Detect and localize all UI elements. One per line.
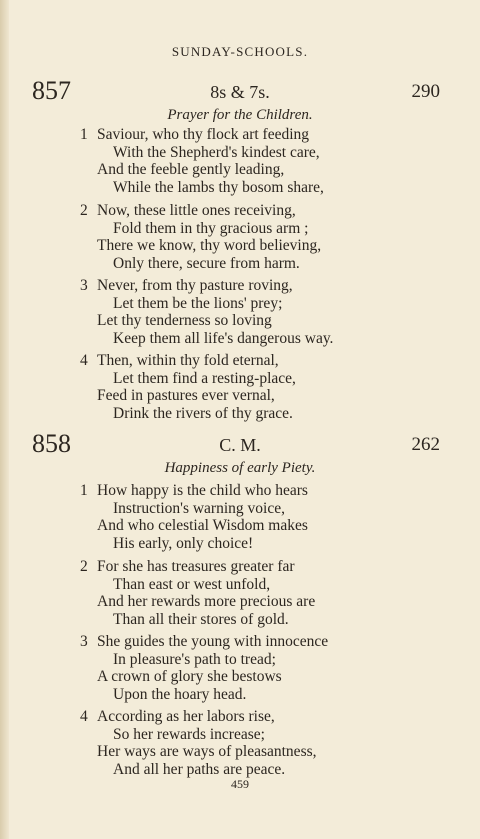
hymn-858-verse-3: [0, 633, 480, 703]
hymn-number: 858: [32, 429, 71, 458]
verse-line: According as her labors rise,: [97, 708, 275, 725]
verse-line: And her rewards more precious are: [97, 593, 316, 610]
hymn-meter: 8s & 7s.: [210, 82, 270, 102]
hymn-857-verse-2: [0, 202, 480, 272]
running-head: SUNDAY-SCHOOLS.: [171, 44, 309, 59]
hymn-858-verse-1: [0, 482, 480, 552]
verse-line: Then, within thy fold eternal,: [97, 352, 279, 369]
hymn-title: Prayer for the Children.: [167, 107, 313, 123]
tune-number: 290: [411, 81, 440, 102]
verse-line: A crown of glory she bestows: [97, 668, 282, 685]
hymn-858-verse-4: [0, 708, 480, 778]
verse-line: She guides the young with innocence: [97, 633, 329, 650]
hymn-number: 857: [32, 76, 71, 105]
verse-line: And the feeble gently leading,: [97, 161, 285, 178]
verse-line: Let them be the lions' prey;: [113, 294, 283, 312]
hymn-857-verse-3: [0, 277, 480, 347]
verse-line: Saviour, who thy flock art feeding: [97, 126, 310, 143]
verse-line: Instruction's warning voice,: [113, 499, 285, 517]
hymn-857-header: [0, 76, 480, 106]
verse-line: With the Shepherd's kindest care,: [113, 143, 320, 161]
verse-number: 1: [80, 482, 88, 499]
hymn-857-verse-4: [0, 352, 480, 422]
verse-number: 4: [80, 708, 88, 725]
verse-line: There we know, thy word believing,: [97, 237, 322, 254]
verse-line: And all her paths are peace.: [113, 760, 286, 778]
verse-number: 2: [80, 558, 88, 575]
verse-line: Now, these little ones receiving,: [97, 202, 296, 219]
verse-line: Upon the hoary head.: [113, 685, 247, 703]
verse-line: Than east or west unfold,: [113, 575, 271, 593]
verse-line: Let thy tenderness so loving: [97, 312, 272, 329]
verse-number: 3: [80, 633, 88, 650]
verse-line: For she has treasures greater far: [97, 558, 295, 575]
verse-line: So her rewards increase;: [113, 725, 265, 743]
verse-line: And who celestial Wisdom makes: [97, 517, 308, 534]
verse-line: Never, from thy pasture roving,: [97, 277, 293, 294]
hymn-858-verse-2: [0, 558, 480, 628]
verse-line: How happy is the child who hears: [97, 482, 308, 499]
verse-line: Feed in pastures ever vernal,: [97, 387, 275, 404]
hymn-857-verse-1: [0, 126, 480, 196]
verse-number: 2: [80, 202, 88, 219]
verse-line: In pleasure's path to tread;: [113, 650, 276, 668]
verse-line: Than all their stores of gold.: [113, 610, 289, 628]
tune-number: 262: [411, 434, 440, 455]
hymn-title: Happiness of early Piety.: [164, 460, 316, 476]
hymn-858-header: [0, 429, 480, 459]
verse-number: 4: [80, 352, 88, 369]
verse-line: While the lambs thy bosom share,: [113, 178, 324, 196]
verse-line: Keep them all life's dangerous way.: [113, 329, 334, 347]
page-number: 459: [231, 777, 249, 791]
verse-number: 3: [80, 277, 88, 294]
hymn-meter: C. M.: [219, 435, 261, 455]
verse-line: Let them find a resting-place,: [113, 369, 296, 387]
verse-line: Only there, secure from harm.: [113, 254, 300, 272]
verse-line: His early, only choice!: [113, 534, 254, 552]
verse-line: Drink the rivers of thy grace.: [113, 404, 293, 422]
verse-line: Her ways are ways of pleasantness,: [97, 743, 317, 760]
verse-line: Fold them in thy gracious arm ;: [113, 219, 309, 237]
verse-number: 1: [80, 126, 88, 143]
